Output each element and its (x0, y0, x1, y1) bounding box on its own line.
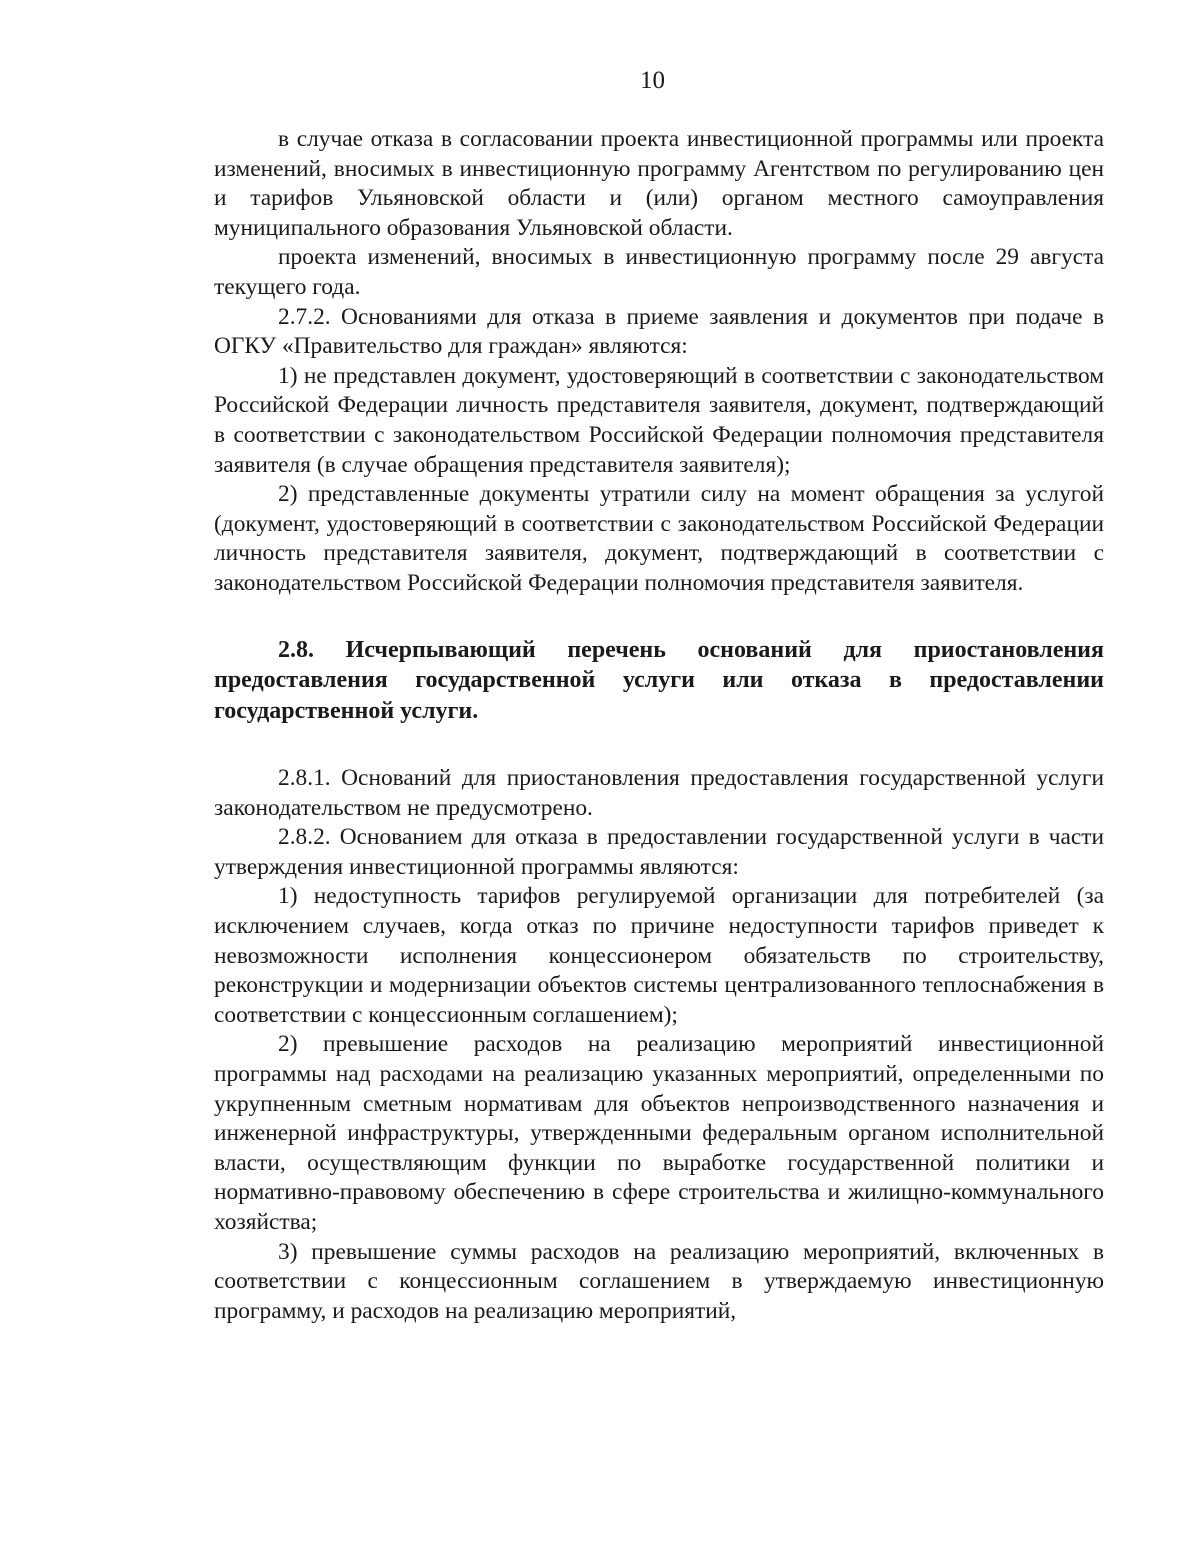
list-item-2-8-2-1: 1) недоступность тарифов регулируемой организации для потребителей (за исключением случаев, когда отказ по причине недоступности тарифов приведет к невозможности исполнения концессионером обязательств по строительству, реконструкции и модернизации объектов системы централизованного теплоснабжения в соответствии с концессионным соглашением); (214, 883, 1104, 1028)
document-body (214, 125, 1104, 1326)
paragraph-2-7-2: 2.7.2. Основаниями для отказа в приеме заявления и документов при подаче в ОГКУ «Правительство для граждан» являются: (214, 303, 1104, 360)
paragraph-refusal-agreement: в случае отказа в согласовании проекта инвестиционной программы или проекта изменений, вносимых в инвестиционную программу Агентством по регулированию цен и тарифов Ульяновской области и (или) органом местного самоуправления муниципального образования Ульяновской области. (214, 126, 1104, 241)
page-number: 10 (640, 67, 665, 94)
list-item-2-8-2-3: 3) превышение суммы расходов на реализацию мероприятий, включенных в соответствии с концессионным соглашением в утверждаемую инвестиционную программу, и расходов на реализацию мероприятий, (214, 1238, 1104, 1324)
list-item-2-7-2-2: 2) представленные документы утратили силу на момент обращения за услугой (документ, удостоверяющий в соответствии с законодательством Российской Федерации личность представителя заявителя, документ, подтверждающий в соответствии с законодательством Российской Федерации полномочия представителя заявителя. (214, 481, 1104, 596)
list-item-2-8-2-2: 2) превышение расходов на реализацию мероприятий инвестиционной программы над расходами на реализацию указанных мероприятий, определенными по укрупненным сметным нормативам для объектов непроизводственного назначения и инженерной инфраструктуры, утвержденными федеральным органом исполнительной власти, осуществляющим функции по выработке государственной политики и нормативно-правовому обеспечению в сфере строительства и жилищно-коммунального хозяйства; (214, 1031, 1104, 1235)
paragraph-2-8-1: 2.8.1. Оснований для приостановления предоставления государственной услуги законодательством не предусмотрено. (214, 765, 1104, 821)
paragraph-2-8-2: 2.8.2. Основанием для отказа в предоставлении государственной услуги в части утверждения инвестиционной программы являются: (214, 824, 1104, 880)
section-heading-2-8: 2.8. Исчерпывающий перечень оснований для приостановления предоставления государственной услуги или отказа в предоставлении государственной услуги. (214, 636, 1104, 724)
paragraph-changes-after-date: проекта изменений, вносимых в инвестиционную программу после 29 августа текущего года. (214, 244, 1104, 300)
list-item-2-7-2-1: 1) не представлен документ, удостоверяющий в соответствии с законодательством Российской Федерации личность представителя заявителя, документ, подтверждающий в соответствии с законодательством Российской Федерации полномочия представителя заявителя (в случае обращения представителя заявителя); (214, 362, 1104, 478)
